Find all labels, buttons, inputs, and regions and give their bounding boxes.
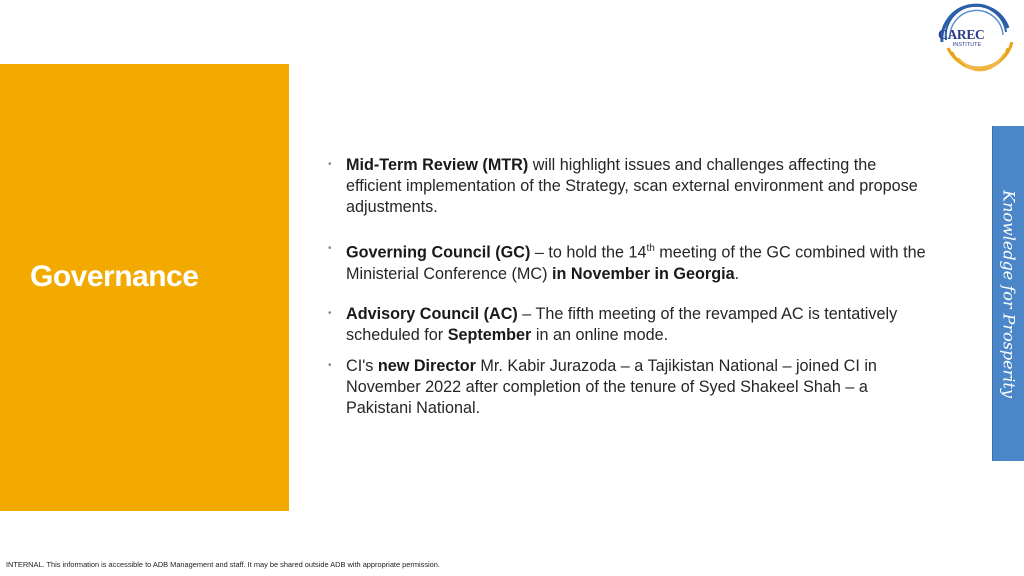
section-title: Governance — [30, 260, 199, 293]
side-tab — [992, 126, 1024, 461]
bullet-list — [326, 155, 926, 418]
bullet-dot-icon: • — [328, 159, 332, 170]
bullet-item-gc: • Governing Council (GC) – to hold the 14th meeting of the GC combined with the Ministerial Conference (MC) in November in Georgia. — [326, 239, 926, 284]
side-tab-text: Knowledge for Prosperity — [999, 189, 1019, 398]
bullet-dot-icon: • — [328, 359, 332, 371]
bullet-dot-icon: • — [328, 308, 332, 320]
logo-subtitle: INSTITUTE — [952, 42, 982, 48]
logo-name: CAREC — [938, 27, 985, 42]
bullet-item-director: • CI's new Director Mr. Kabir Jurazoda – a Tajikistan National – joined CI in November 2022 after completion of the tenure of Syed Shakeel Shah – a Pakistani National. — [328, 356, 877, 417]
footer-notice: INTERNAL. This information is accessible to ADB Management and staff. It may be shared outside ADB with appropriate permission. — [6, 560, 440, 569]
bullet-item-mtr: • Mid-Term Review (MTR) will highlight issues and challenges affecting the efficient implementation of the Strategy, scan external environment and propose adjustments. — [328, 156, 918, 216]
bullet-item-ac: • Advisory Council (AC) – The fifth meeting of the revamped AC is tentatively scheduled for September in an online mode. — [328, 305, 898, 345]
bullet-dot-icon: • — [328, 243, 332, 255]
